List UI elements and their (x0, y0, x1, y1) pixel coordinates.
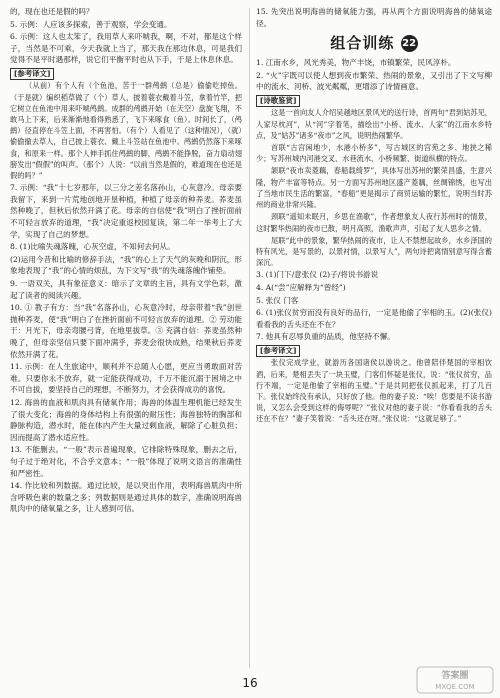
answer-q8-2: (2)运用今昔和比喻的修辞手法，“我”的心上了天气的灰晚和阴沉，形象地表现了“我”的心情的烦乱，为下文写“我”的失魂落魄作铺垫。 (10, 254, 242, 276)
section-title (256, 32, 492, 54)
answer-7: 7. 他具有忍辱负重的品质，他坚持不懈。 (256, 332, 395, 342)
poem-paragraph-3: 颔联“夜市卖菱藕，春船载绮罗”，具体写出苏州的繁荣昌盛，生意兴隆，物产丰富等特点。另一方面写苏州地区盛产菱藕，丝绸锦绣，也写出了当地市民生活的繁富，“春船”更是揭示了商贸运输的繁忙，说明当时苏州的商业非常兴隆。 (256, 166, 492, 210)
poem-paragraph-2: 首联“古宫闲地少，水港小桥多”，写古城区的宫苑之多、地狭之稀少；写苏州城内河港交叉、水巷流水、小桥频繁、街道纵横的特点。 (256, 143, 492, 164)
reference-translation-label-2: [参考译文] (256, 345, 300, 358)
answer-q10: 10. ① 教子有方：当“我”名落孙山，心灰意冷时，母亲带着“我”创世抛种荞麦，使“我”明白了在挫折面前不可轻言放弃的道理。② 劳动能干：月光下，母亲弯腰弓背，在地里拔草。③ 充满自信：荞麦虽然种晚了，但母亲坚信只要下面冲满乎，荞麦会很快成熟，结果秋后荞麦依然开满了花。 (10, 303, 242, 359)
answer-q7: 7. 示例：“我”十七岁那年，以三分之差名落孙山，心灰意冷。母亲要我留下，来到一片荒地创地开垦种植，种植了母亲的种养麦。荞麦虽然种晚了，但秋后依然开满了花。母亲的自信使“我”明白了挫折面前不可轻言放弃的道理，“我”决定重返校园复读，第二年一举考上了大学，实现了自己的梦想。 (10, 183, 242, 239)
column-divider (249, 8, 250, 668)
poem-paragraph-4: 颈联“遥知未眠月，乡思在渔歌”，作者想象友人夜行苏州时的情景，这时繁华热闹的夜市已散，明月高照，渔歌声声，引起了友人思乡之情。 (256, 212, 492, 233)
page-number: 16 (242, 676, 258, 690)
reference-translation-text-2: 张仪完成学业，就游历各国诸侯以游说之。他曾陪伴楚国的宰相饮酒，后来，楚相丢失了一块玉璧，门客们怀疑是张仪，说：“张仪贫穷，品行不端，一定是他偷了宰相的玉璧。”于是共同把张仪抓起来，打了几百下。张仪始终没有承认，只好放了他。他的妻子说：“唉！您要是不读书游说，又怎么会受到这样的侮辱呢？”张仪对他的妻子说：“你看看我的舌头还在不在？”妻子笑着说：“舌头还在呀。”张仪说：“这就足够了。” (256, 358, 492, 424)
answer-q13: 13. 不能删去。“一般”表示普遍现象，它排除特殊现象，删去之后，句子过于绝对化，不合乎文意本；“一般”体现了说明文语言的准确性和严密性。 (10, 445, 242, 478)
answer-q6: 6. 示例：这人也太笨了，我用草人来吓唬我，啊，不对，都是这个样子，当然是不可乘，今天我就上当了，那天我在那边休息，可是我们觉得不是平时遇那样，说它们平衡平时也从下手，于是上休息休息。 (10, 32, 242, 65)
section-title-text: 组合训练 (330, 34, 395, 53)
poem-paragraph-1: 这是一首向友人介绍吴越地区景风光的送行诗，首两句“君到姑苏见，人家尽枕河”，从“河”字着笔，描绘出“小桥、流水、人家”的江南水乡特点，及“姑苏”诸多“夜市”之风，说明热闹繁华。 (256, 108, 492, 140)
watermark-logo-icon (416, 666, 494, 694)
answer-q4-continued: 的，现在也还是假的吗？ (10, 7, 94, 16)
reference-translation-text: （从前）有个人有（个鱼池，苦于一群鸬鹚（总是）偷偷吃掉鱼。（于是就）编织稻草做了（个）草人，披着蓑衣戴着斗笠，拿着竹竿，把它树立在鱼池中用来吓唬鸬鹚。成群的鸬鹚开始（在天空）盘旋飞翔，不敢马上下来，后来渐渐地看得熟悉了，飞下来啄食（鱼）。时间长了，（鸬鹚）径直停在斗笠上面，不再害怕。（有个）人看见了（这种情况），（就）偷偷撤去草人，自己披上蓑衣、戴上斗笠站在鱼池中。鸬鹚仍然落下来啄食，和原来一样。那个人伸手抓住鸬鹚的脚，鸬鹚不能挣脱，奋力扇动翅膀发出“假假”的叫声。（那个）人说：“以前当然是假的，难道现在也还是假的吗？” (10, 81, 242, 181)
answer-5: 5. 张仪 门客 (256, 295, 299, 305)
poem-paragraph-5: 尾联“此中的景象，繁华热闹的夜市，让人不禁想起故乡，水乡泽国的特有风光，是写景的，以景衬情，以景写人”，两句诗把离情别意写得含蓄深沉。 (256, 235, 492, 268)
reference-translation-label: [参考译文] (10, 68, 54, 81)
answer-q5: 5. 示例：人应该多探索，善于观察，学会变通。 (10, 19, 172, 29)
poem-appreciation-label: [诗歌鉴赏] (256, 95, 300, 108)
answer-q8-1: 8. (1)比喻失魂落魄，心灰空虚，不知何去何从。 (10, 242, 175, 252)
answer-3: 3. (1)门下/意张仪 (2)子/将说书游说 (256, 270, 379, 280)
left-column (10, 6, 242, 516)
svg-text:MXQE.COM: MXQE.COM (435, 683, 475, 691)
answer-2: 2. “火”字既可以使人想到夜市繁荣、热闹的景象，又引出了下文写柳中的流水、河桥、波光粼粼，更增添了诗情画意。 (256, 70, 492, 92)
answer-q11: 11. 示例：在人生旅途中，顺利并不总随人心愿，更应当勇敢面对苦难。只要你永不放弃，就一定能获得成功，千万不能沉溺于困境之中不可自拔，要坚持自己的理想，不断努力，才会获得成功的喜悦。 (10, 362, 242, 395)
answer-q15: 15. 先突出说明海兽的储氧能力强，再从两个方面说明海兽的储氧途径。 (256, 7, 492, 28)
answer-6: 6. (1)张仪贫穷而没有良好的品行，一定是他偷了宰相的玉。(2)(张仪)看看我的舌头还在不在？ (256, 308, 492, 329)
answer-q14: 14. 作比较和列数据。通过比较，是以突出作用，表明海兽肌肉中所含呼吸色素的数量之多；列数据则是通过具体的数字，准确说明海兽肌肉中的储氧量之多，让人感到可信。 (10, 481, 242, 514)
answer-4: 4. A(“尝”应解释为“曾经”) (256, 282, 346, 292)
answer-q9: 9. 一语双关，具有象征意义：暗示了文章的主旨，具有文学色彩，激起了读者的阅读兴趣。 (10, 279, 242, 300)
answer-1: 1. 江南水乡，风光秀美，物产丰饶，市镇繁荣，民风淳朴。 (256, 58, 456, 68)
section-number-badge: 22 (401, 35, 418, 52)
right-column (256, 6, 492, 426)
svg-text:答案圈: 答案圈 (441, 671, 469, 681)
answer-q12: 12. 海兽的血液和肌肉具有储氧作用；海兽的体温生理机能已经发生了很大变化；海兽的身体结构上有很强的耐压性；海兽独特的胸部和静脉构造，潜水时，能在体内产生大量过剩血液，解除了心脏负担；因而提高了潜水适应性。 (10, 397, 242, 442)
